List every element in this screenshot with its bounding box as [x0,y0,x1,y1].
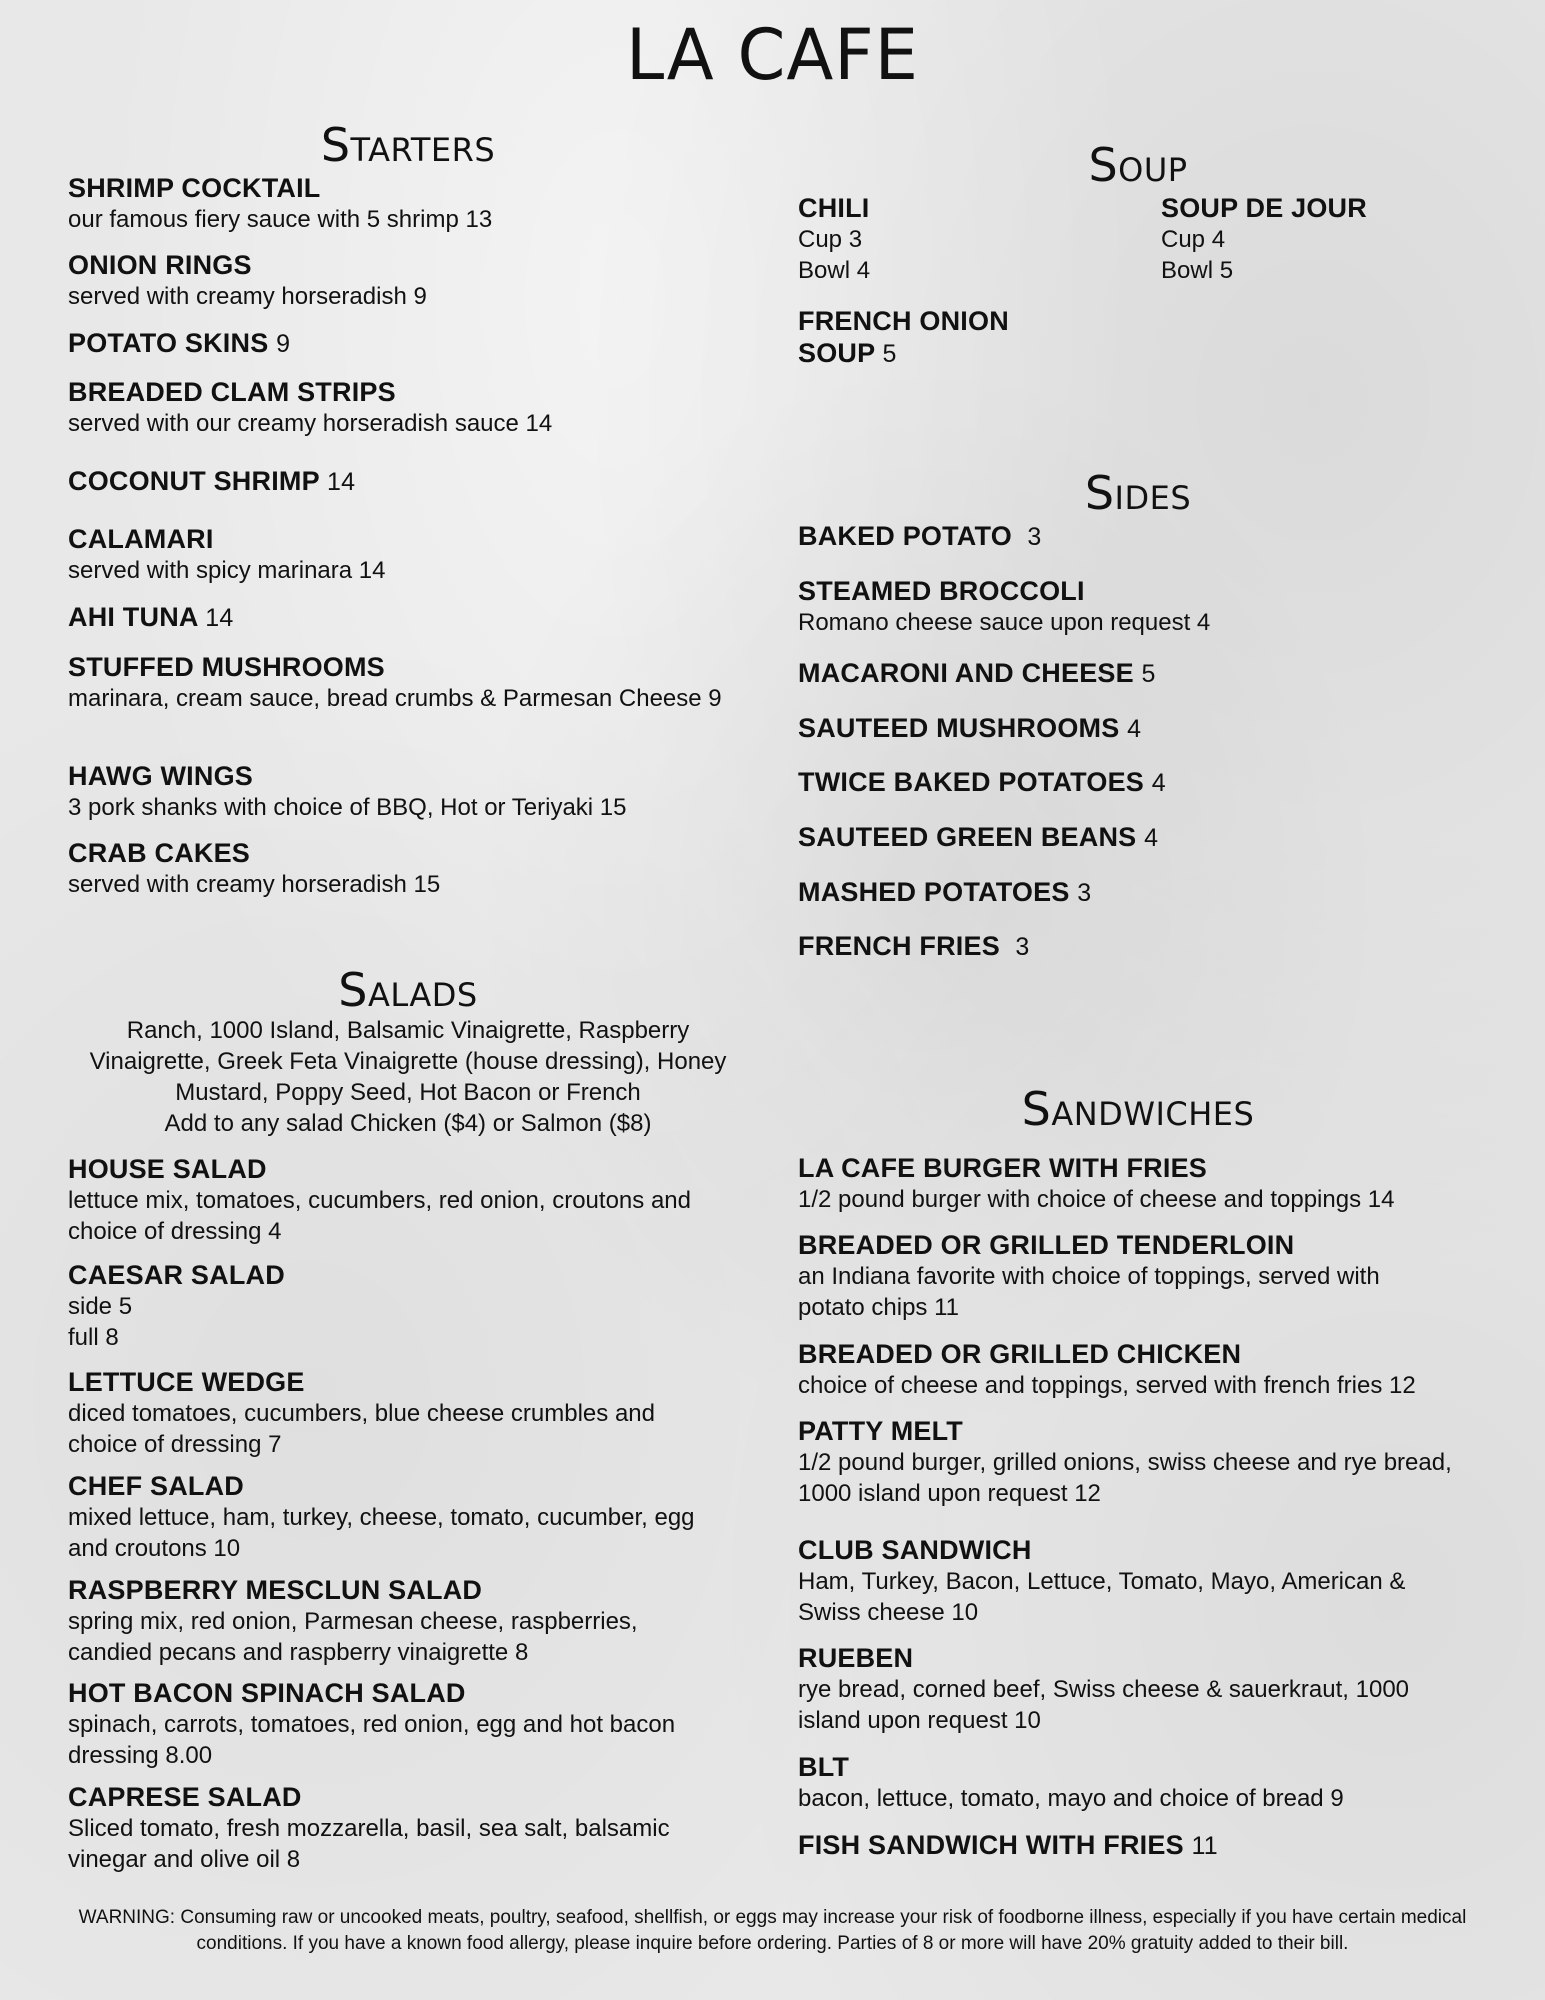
menu-item [798,1415,1458,1509]
section-heading-soup: Soup [1088,138,1188,192]
item-price: 3 [1015,933,1030,961]
item-name: CHEF SALAD [68,1471,244,1501]
item-desc: spinach, carrots, tomatoes, red onion, egg and hot bacon dressing 8.00 [68,1711,676,1769]
item-name: HAWG WINGS [68,761,253,791]
item-desc: our famous fiery sauce with 5 shrimp 13 [68,206,493,233]
menu-item [798,930,1029,963]
item-name: HOT BACON SPINACH SALAD [68,1678,466,1708]
item-price: 14 [327,468,356,496]
item-desc: Cup 4 [1161,226,1226,253]
item-price: 14 [205,604,234,632]
item-price: 11 [1191,1832,1218,1860]
section-heading-salads: Salads [338,963,478,1017]
item-price: 4 [1151,769,1166,797]
item-name: CAPRESE SALAD [68,1782,302,1812]
salad-addon-note: Add to any salad Chicken ($4) or Salmon ($8) [164,1110,652,1137]
item-name: SOUP DE JOUR [1161,193,1367,223]
menu-item [798,520,1041,553]
menu-item [68,601,748,634]
menu-item [798,1829,1218,1862]
item-desc: 1/2 pound burger with choice of cheese and toppings 14 [798,1186,1395,1213]
item-name: LA CAFE BURGER WITH FRIES [798,1153,1207,1183]
menu-item [68,651,748,714]
item-name: STUFFED MUSHROOMS [68,652,385,682]
item-price: 4 [1144,824,1159,852]
item-desc: rye bread, corned beef, Swiss cheese & sauerkraut, 1000 island upon request 10 [798,1676,1410,1734]
item-desc: Romano cheese sauce upon request 4 [798,609,1211,636]
item-name: BAKED POTATO [798,521,1012,551]
item-name: CLUB SANDWICH [798,1535,1032,1565]
dressings-note [68,1015,748,1139]
item-desc: side 5 [68,1293,133,1320]
menu-item [68,523,748,586]
item-desc: choice of cheese and toppings, served with french fries 12 [798,1372,1416,1399]
item-name: STEAMED BROCCOLI [798,576,1085,606]
menu-item [68,837,748,900]
item-name: FRENCH FRIES [798,931,1000,961]
item-desc: 3 pork shanks with choice of BBQ, Hot or Teriyaki 15 [68,794,627,821]
menu-item [798,876,1091,909]
menu-item [68,760,748,823]
item-name: CALAMARI [68,524,214,554]
item-name: CAESAR SALAD [68,1260,285,1290]
item-name: AHI TUNA [68,602,198,632]
menu-item [1161,192,1481,286]
section-heading-sandwiches: Sandwiches [1021,1082,1255,1136]
item-name: BREADED OR GRILLED TENDERLOIN [798,1230,1295,1260]
item-name: ONION RINGS [68,250,252,280]
menu-item [798,1229,1453,1323]
item-name: SOUP [798,338,875,368]
menu-item [68,249,748,312]
item-desc: marinara, cream sauce, bread crumbs & Parmesan Cheese 9 [68,685,722,712]
menu-item [798,821,1158,854]
menu-item [798,1751,1488,1814]
item-name: BLT [798,1752,850,1782]
menu-item [68,172,748,235]
item-desc: served with creamy horseradish 9 [68,283,427,310]
item-name: COCONUT SHRIMP [68,466,320,496]
menu-item [68,376,748,439]
menu-item [68,1677,738,1771]
item-name: RASPBERRY MESCLUN SALAD [68,1575,483,1605]
item-name: SHRIMP COCKTAIL [68,173,321,203]
menu-item [68,1781,718,1875]
item-name: TWICE BAKED POTATOES [798,767,1145,797]
dressings-list: Ranch, 1000 Island, Balsamic Vinaigrette, Raspberry Vinaigrette, Greek Feta Vinaigrette (house dressing), Honey Mustard, Poppy Seed, Hot Bacon or French [89,1017,727,1106]
item-price: 3 [1077,879,1092,907]
item-price: 3 [1027,523,1042,551]
item-desc: mixed lettuce, ham, turkey, cheese, tomato, cucumber, egg and croutons 10 [68,1504,695,1562]
item-name: MACARONI AND CHEESE [798,658,1134,688]
item-desc: bacon, lettuce, tomato, mayo and choice of bread 9 [798,1785,1344,1812]
item-name: CHILI [798,193,870,223]
menu-item [798,192,1138,286]
item-desc: lettuce mix, tomatoes, cucumbers, red onion, croutons and choice of dressing 4 [68,1187,691,1245]
item-name: BREADED OR GRILLED CHICKEN [798,1339,1242,1369]
item-desc: Ham, Turkey, Bacon, Lettuce, Tomato, Mayo, American & Swiss cheese 10 [798,1568,1406,1626]
item-desc: full 8 [68,1324,119,1351]
food-safety-warning: WARNING: Consuming raw or uncooked meats, poultry, seafood, shellfish, or eggs may increase your risk of foodborne illness, especially if you have certain medical conditions. If you have a known food allergy, please inquire before ordering. Parties of 8 or more will have 20% gratuity added to their bill. [78,1907,1467,1954]
menu-item [798,575,1478,638]
item-name: SAUTEED GREEN BEANS [798,822,1137,852]
item-name: SAUTEED MUSHROOMS [798,713,1120,743]
section-heading-sides: Sides [1084,466,1192,520]
item-desc: Cup 3 [798,226,863,253]
menu-item [68,1153,738,1247]
menu-item [798,1642,1478,1736]
item-price: 5 [882,340,897,368]
item-desc: Bowl 5 [1161,257,1234,284]
item-desc: served with spicy marinara 14 [68,557,386,584]
item-name: POTATO SKINS [68,328,269,358]
item-name: RUEBEN [798,1643,914,1673]
menu-title: LA CAFE [625,14,920,96]
item-desc: 1/2 pound burger, grilled onions, swiss cheese and rye bread, 1000 island upon request 12 [798,1449,1452,1507]
menu-item [798,1152,1488,1215]
item-desc: Bowl 4 [798,257,871,284]
menu-item [798,766,1166,799]
item-desc: an Indiana favorite with choice of toppings, served with potato chips 11 [798,1263,1380,1321]
item-desc: served with our creamy horseradish sauce 14 [68,410,553,437]
menu-item [798,1534,1468,1628]
item-name: FISH SANDWICH WITH FRIES [798,1830,1184,1860]
menu-item [68,1574,708,1668]
item-name: MASHED POTATOES [798,877,1070,907]
item-desc: diced tomatoes, cucumbers, blue cheese crumbles and choice of dressing 7 [68,1400,655,1458]
item-name: BREADED CLAM STRIPS [68,377,396,407]
menu-item [798,657,1156,690]
item-name: PATTY MELT [798,1416,963,1446]
menu-item [68,327,748,360]
menu-item [798,712,1141,745]
item-name: FRENCH ONION [798,306,1009,336]
item-price: 5 [1141,660,1156,688]
menu-item [68,1470,738,1564]
menu-item [68,465,748,498]
item-name: HOUSE SALAD [68,1154,267,1184]
menu-item [798,305,1138,370]
item-desc: served with creamy horseradish 15 [68,871,441,898]
menu-item [68,1366,708,1460]
item-desc: Sliced tomato, fresh mozzarella, basil, sea salt, balsamic vinegar and olive oil 8 [68,1815,670,1873]
menu-item [68,1259,738,1353]
section-heading-starters: Starters [320,118,496,172]
item-price: 9 [276,330,291,358]
item-name: CRAB CAKES [68,838,251,868]
item-price: 4 [1127,715,1142,743]
item-name: LETTUCE WEDGE [68,1367,305,1397]
menu-item [798,1338,1498,1401]
item-desc: spring mix, red onion, Parmesan cheese, raspberries, candied pecans and raspberry vinaigrette 8 [68,1608,638,1666]
